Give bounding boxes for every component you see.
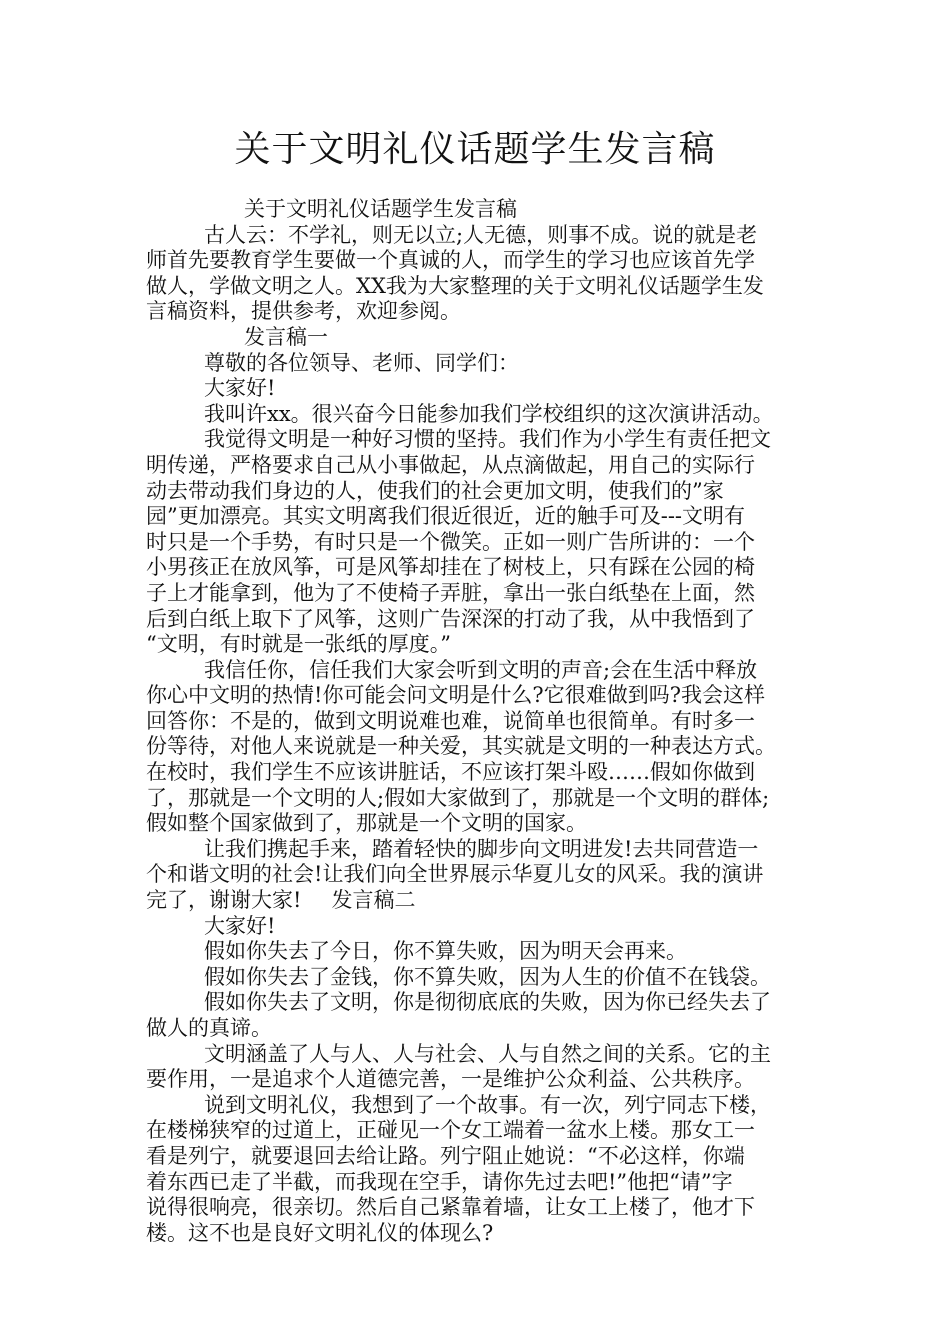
text-line-content: 我叫许xx。很兴奋今日能参加我们学校组织的这次演讲活动。 xyxy=(204,401,774,426)
text-line xyxy=(146,223,822,249)
text-line xyxy=(146,197,822,223)
text-line-content: 份等待，对他人来说就是一种关爱，其实就是文明的一种表达方式。 xyxy=(146,734,776,759)
text-line xyxy=(146,1118,822,1144)
text-line-content: 做人的真谛。 xyxy=(146,1016,272,1040)
text-line-content: “文明，有时就是一张纸的厚度。” xyxy=(146,632,451,657)
text-line-content: 园”更加漂亮。其实文明离我们很近很近，近的触手可及---文明有 xyxy=(146,504,746,529)
text-line-content: 我觉得文明是一种好习惯的坚持。我们作为小学生有责任把文 xyxy=(204,427,771,452)
text-line xyxy=(146,709,822,735)
text-line-content: 假如你失去了文明，你是彻彻底底的失败，因为你已经失去了 xyxy=(204,990,771,1015)
text-line xyxy=(146,658,822,684)
text-line xyxy=(146,888,822,914)
text-line-content: 楼。这不也是良好文明礼仪的体现么? xyxy=(146,1220,494,1245)
text-line-content: 了，那就是一个文明的人;假如大家做到了，那就是一个文明的群体; xyxy=(146,785,770,810)
text-line xyxy=(146,1144,822,1170)
text-line-content: 看是列宁，就要退回去给让路。列宁阻止她说：“不必这样，你端 xyxy=(146,1143,745,1168)
text-line xyxy=(146,837,822,863)
text-line xyxy=(146,299,822,325)
text-line xyxy=(146,786,822,812)
text-line xyxy=(146,862,822,888)
text-line-content: 师首先要教育学生要做一个真诚的人，而学生的学习也应该首先学 xyxy=(146,248,755,273)
text-line xyxy=(146,1195,822,1221)
text-line xyxy=(146,939,822,965)
text-line xyxy=(146,632,822,658)
text-line-content: 关于文明礼仪话题学生发言稿 xyxy=(244,197,517,221)
text-line-content: 言稿资料，提供参考，欢迎参阅。 xyxy=(146,299,461,324)
text-line-content: 着东西已走了半截，而我现在空手，请你先过去吧!”他把“请”字 xyxy=(146,1169,733,1194)
text-line-content: 让我们携起手来，踏着轻快的脚步向文明进发!去共同营造一 xyxy=(204,836,759,861)
text-line-content: 动去带动我们身边的人，使我们的社会更加文明，使我们的”家 xyxy=(146,478,724,503)
text-line-content: 完了，谢谢大家! xyxy=(146,888,302,913)
text-line xyxy=(146,1042,822,1068)
text-line xyxy=(146,1221,822,1247)
text-line-content: 回答你：不是的，做到文明说难也难，说简单也很简单。有时多一 xyxy=(146,708,755,733)
text-line-content: 大家好! xyxy=(204,376,276,401)
text-line-content: 说得很响亮，很亲切。然后自己紧靠着墙，让女工上楼了，他才下 xyxy=(146,1195,755,1220)
text-line xyxy=(146,376,822,402)
text-line-content: 子上才能拿到，他为了不使椅子弄脏，拿出一张白纸垫在上面，然 xyxy=(146,580,755,605)
text-line xyxy=(146,990,822,1016)
text-line-content: 假如整个国家做到了，那就是一个文明的国家。 xyxy=(146,811,587,836)
text-line xyxy=(146,1067,822,1093)
text-line-content: 你心中文明的热情!你可能会问文明是什么?它很难做到吗?我会这样 xyxy=(146,683,765,708)
text-line xyxy=(146,274,822,300)
text-line-content: 古人云：不学礼，则无以立;人无德，则事不成。说的就是老 xyxy=(204,222,758,247)
text-line xyxy=(146,683,822,709)
text-line-content: 我信任你，信任我们大家会听到文明的声音;会在生活中释放 xyxy=(204,657,758,682)
text-line xyxy=(146,811,822,837)
text-line-content: 假如你失去了金钱，你不算失败，因为人生的价值不在钱袋。 xyxy=(204,964,771,989)
text-line xyxy=(146,914,822,940)
text-line xyxy=(146,1093,822,1119)
text-line xyxy=(146,760,822,786)
text-line-content: 明传递，严格要求自己从小事做起，从点滴做起，用自己的实际行 xyxy=(146,452,755,477)
text-line xyxy=(146,325,822,351)
text-line xyxy=(146,479,822,505)
text-line xyxy=(146,530,822,556)
text-line-content: 尊敬的各位领导、老师、同学们： xyxy=(204,350,519,375)
text-line xyxy=(146,965,822,991)
text-line xyxy=(146,607,822,633)
document-title: 关于文明礼仪话题学生发言稿 xyxy=(234,129,716,170)
text-line xyxy=(146,1170,822,1196)
text-line xyxy=(146,581,822,607)
text-line xyxy=(146,248,822,274)
text-line xyxy=(146,555,822,581)
text-line-content: 大家好! xyxy=(204,913,276,938)
text-line-content: 时只是一个手势，有时只是一个微笑。正如一则广告所讲的：一个 xyxy=(146,529,755,554)
text-line xyxy=(146,1016,822,1042)
text-line-content: 在楼梯狭窄的过道上，正碰见一个女工端着一盆水上楼。那女工一 xyxy=(146,1118,755,1143)
text-line xyxy=(146,734,822,760)
text-line-content: 要作用，一是追求个人道德完善，一是维护公众利益、公共秩序。 xyxy=(146,1067,755,1092)
text-line xyxy=(146,351,822,377)
text-line-content: 小男孩正在放风筝，可是风筝却挂在了树枝上，只有踩在公园的椅 xyxy=(146,555,755,580)
text-line-content: 发言稿一 xyxy=(244,324,328,349)
text-line-content: 后到白纸上取下了风筝，这则广告深深的打动了我，从中我悟到了 xyxy=(146,606,755,631)
text-line-content: 在校时，我们学生不应该讲脏话，不应该打架斗殴……假如你做到 xyxy=(146,760,755,785)
text-line-content: 文明涵盖了人与人、人与社会、人与自然之间的关系。它的主 xyxy=(204,1041,771,1066)
document-body xyxy=(146,197,822,1246)
text-line xyxy=(146,504,822,530)
text-line-content: 做人，学做文明之人。XX我为大家整理的关于文明礼仪话题学生发 xyxy=(146,273,764,298)
text-line xyxy=(146,453,822,479)
text-line xyxy=(146,402,822,428)
text-line-content: 假如你失去了今日，你不算失败，因为明天会再来。 xyxy=(204,939,687,964)
text-line-content: 个和谐文明的社会!让我们向全世界展示华夏儿女的风采。我的演讲 xyxy=(146,862,764,887)
text-line xyxy=(146,427,822,453)
text-line-content: 说到文明礼仪，我想到了一个故事。有一次，列宁同志下楼， xyxy=(204,1092,771,1117)
section-heading: 发言稿二 xyxy=(331,888,416,913)
